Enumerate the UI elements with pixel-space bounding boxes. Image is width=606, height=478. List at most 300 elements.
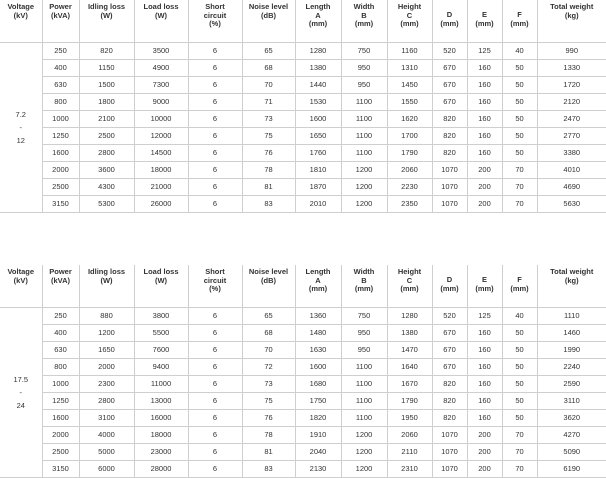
power-cell: 800 — [42, 359, 79, 376]
header-noise-level — [242, 0, 295, 43]
header-text: Width — [353, 2, 375, 11]
total-weight-cell: 5090 — [537, 444, 606, 461]
noise-level-cell: 68 — [242, 60, 295, 77]
short-circuit-cell: 6 — [188, 376, 242, 393]
dim-f-cell: 50 — [502, 94, 537, 111]
dim-e-cell: 200 — [467, 162, 502, 179]
dim-e-cell: 125 — [467, 43, 502, 60]
header-length-a — [295, 265, 341, 308]
header-text: circuit — [203, 10, 227, 20]
idling-loss-cell: 4000 — [79, 427, 134, 444]
header-dim-f — [502, 265, 537, 308]
length-a-cell: 1910 — [295, 427, 341, 444]
width-b-cell: 950 — [341, 325, 387, 342]
table-row — [0, 111, 606, 128]
header-text: (%) — [209, 284, 221, 293]
noise-level-cell: 72 — [242, 359, 295, 376]
total-weight-cell: 1720 — [537, 77, 606, 94]
dim-e-cell: 160 — [467, 342, 502, 359]
header-total-weight — [537, 0, 606, 43]
dim-f-cell: 70 — [502, 444, 537, 461]
header-dim-f — [502, 0, 537, 43]
noise-level-cell: 81 — [242, 179, 295, 196]
dim-e-cell: 200 — [467, 427, 502, 444]
idling-loss-cell: 5000 — [79, 444, 134, 461]
length-a-cell: 2010 — [295, 196, 341, 213]
total-weight-cell: 990 — [537, 43, 606, 60]
noise-level-cell: 75 — [242, 393, 295, 410]
table-row — [0, 196, 606, 213]
dim-d-cell: 1070 — [432, 461, 467, 478]
header-text: (kV) — [13, 275, 28, 285]
idling-loss-cell: 4300 — [79, 179, 134, 196]
dim-d-cell: 820 — [432, 393, 467, 410]
dim-f-cell: 70 — [502, 196, 537, 213]
dim-f-cell: 50 — [502, 60, 537, 77]
dim-e-cell: 125 — [467, 308, 502, 325]
header-text: Idling loss — [87, 2, 126, 11]
idling-loss-cell: 2000 — [79, 359, 134, 376]
dim-f-cell: 40 — [502, 308, 537, 325]
width-b-cell: 1100 — [341, 128, 387, 145]
header-text: (W) — [154, 275, 168, 285]
table-row — [0, 179, 606, 196]
header-text: (W) — [154, 10, 168, 20]
power-cell: 3150 — [42, 461, 79, 478]
dim-f-cell: 50 — [502, 393, 537, 410]
header-dim-e — [467, 0, 502, 43]
header-text: Idling loss — [87, 267, 126, 276]
length-a-cell: 1760 — [295, 145, 341, 162]
width-b-cell: 1100 — [341, 111, 387, 128]
dim-f-cell: 70 — [502, 461, 537, 478]
load-loss-cell: 7600 — [134, 342, 188, 359]
table-row — [0, 128, 606, 145]
short-circuit-cell: 6 — [188, 342, 242, 359]
height-c-cell: 1700 — [387, 128, 432, 145]
load-loss-cell: 9000 — [134, 94, 188, 111]
header-text: (mm) — [475, 18, 494, 28]
power-cell: 400 — [42, 60, 79, 77]
dim-f-cell: 50 — [502, 145, 537, 162]
short-circuit-cell: 6 — [188, 94, 242, 111]
length-a-cell: 1480 — [295, 325, 341, 342]
table-row — [0, 444, 606, 461]
header-dim-e — [467, 265, 502, 308]
header-text: C — [406, 10, 413, 20]
short-circuit-cell: 6 — [188, 145, 242, 162]
total-weight-cell: 6190 — [537, 461, 606, 478]
short-circuit-cell: 6 — [188, 162, 242, 179]
idling-loss-cell: 1150 — [79, 60, 134, 77]
dim-f-cell: 50 — [502, 128, 537, 145]
short-circuit-cell: 6 — [188, 77, 242, 94]
header-text: Noise level — [248, 267, 289, 276]
header-text: (mm) — [475, 283, 494, 293]
height-c-cell: 2350 — [387, 196, 432, 213]
header-total-weight — [537, 265, 606, 308]
header-short-circuit — [188, 265, 242, 308]
load-loss-cell: 11000 — [134, 376, 188, 393]
dim-d-cell: 820 — [432, 410, 467, 427]
short-circuit-cell: 6 — [188, 325, 242, 342]
header-text: Height — [397, 267, 422, 276]
idling-loss-cell: 3600 — [79, 162, 134, 179]
height-c-cell: 2110 — [387, 444, 432, 461]
dim-d-cell: 670 — [432, 359, 467, 376]
header-text: F — [517, 275, 522, 284]
header-text: Noise level — [248, 2, 289, 11]
header-text: E — [481, 10, 487, 19]
short-circuit-cell: 6 — [188, 128, 242, 145]
dim-d-cell: 820 — [432, 376, 467, 393]
dim-f-cell: 50 — [502, 111, 537, 128]
dim-f-cell: 70 — [502, 179, 537, 196]
dim-e-cell: 160 — [467, 77, 502, 94]
height-c-cell: 1950 — [387, 410, 432, 427]
dim-d-cell: 670 — [432, 94, 467, 111]
length-a-cell: 1650 — [295, 128, 341, 145]
load-loss-cell: 12000 — [134, 128, 188, 145]
header-text: A — [315, 10, 321, 20]
table-row — [0, 325, 606, 342]
noise-level-cell: 78 — [242, 162, 295, 179]
total-weight-cell: 4010 — [537, 162, 606, 179]
dim-e-cell: 160 — [467, 410, 502, 427]
height-c-cell: 1640 — [387, 359, 432, 376]
width-b-cell: 1200 — [341, 179, 387, 196]
idling-loss-cell: 2300 — [79, 376, 134, 393]
header-length-a — [295, 0, 341, 43]
short-circuit-cell: 6 — [188, 179, 242, 196]
noise-level-cell: 83 — [242, 196, 295, 213]
height-c-cell: 1550 — [387, 94, 432, 111]
width-b-cell: 750 — [341, 43, 387, 60]
header-text: A — [315, 275, 321, 285]
height-c-cell: 2060 — [387, 427, 432, 444]
header-text: Load loss — [143, 267, 179, 276]
load-loss-cell: 3800 — [134, 308, 188, 325]
header-text: Power — [49, 2, 72, 11]
header-text: (kg) — [564, 10, 579, 20]
short-circuit-cell: 6 — [188, 359, 242, 376]
table-row — [0, 461, 606, 478]
load-loss-cell: 13000 — [134, 393, 188, 410]
width-b-cell: 1100 — [341, 145, 387, 162]
header-text: Length — [305, 2, 331, 11]
dim-d-cell: 670 — [432, 60, 467, 77]
load-loss-cell: 5500 — [134, 325, 188, 342]
dim-e-cell: 160 — [467, 376, 502, 393]
width-b-cell: 750 — [341, 308, 387, 325]
dim-f-cell: 40 — [502, 43, 537, 60]
header-text: (mm) — [400, 19, 419, 28]
header-voltage — [0, 0, 42, 43]
width-b-cell: 1100 — [341, 410, 387, 427]
length-a-cell: 1870 — [295, 179, 341, 196]
length-a-cell: 1600 — [295, 111, 341, 128]
length-a-cell: 1360 — [295, 308, 341, 325]
table-row — [0, 308, 606, 325]
dim-d-cell: 1070 — [432, 427, 467, 444]
header-text: (kVA) — [50, 275, 71, 285]
load-loss-cell: 3500 — [134, 43, 188, 60]
length-a-cell: 2130 — [295, 461, 341, 478]
header-text: Width — [353, 267, 375, 276]
transformer-table-7-2-12kv — [0, 0, 606, 213]
idling-loss-cell: 2800 — [79, 145, 134, 162]
idling-loss-cell: 2800 — [79, 393, 134, 410]
table-row — [0, 342, 606, 359]
power-cell: 630 — [42, 342, 79, 359]
header-width-b — [341, 265, 387, 308]
width-b-cell: 1100 — [341, 393, 387, 410]
header-text: (kVA) — [50, 10, 71, 20]
header-load-loss — [134, 0, 188, 43]
load-loss-cell: 18000 — [134, 427, 188, 444]
idling-loss-cell: 1800 — [79, 94, 134, 111]
dim-e-cell: 160 — [467, 359, 502, 376]
length-a-cell: 1440 — [295, 77, 341, 94]
power-cell: 800 — [42, 94, 79, 111]
header-idling-loss — [79, 265, 134, 308]
noise-level-cell: 70 — [242, 77, 295, 94]
table-row — [0, 60, 606, 77]
length-a-cell: 2040 — [295, 444, 341, 461]
total-weight-cell: 2240 — [537, 359, 606, 376]
header-load-loss — [134, 265, 188, 308]
dim-e-cell: 200 — [467, 179, 502, 196]
header-text: (dB) — [261, 10, 276, 20]
height-c-cell: 1620 — [387, 111, 432, 128]
header-text: (mm) — [440, 283, 459, 293]
length-a-cell: 1810 — [295, 162, 341, 179]
dim-f-cell: 50 — [502, 77, 537, 94]
voltage-text: - — [19, 123, 22, 132]
dim-d-cell: 1070 — [432, 179, 467, 196]
short-circuit-cell: 6 — [188, 444, 242, 461]
power-cell: 400 — [42, 325, 79, 342]
header-row — [0, 0, 606, 43]
header-text: Height — [397, 2, 422, 11]
header-power — [42, 265, 79, 308]
total-weight-cell: 1460 — [537, 325, 606, 342]
load-loss-cell: 28000 — [134, 461, 188, 478]
header-text: (mm) — [510, 18, 529, 28]
voltage-text: - — [19, 388, 22, 397]
dim-e-cell: 160 — [467, 111, 502, 128]
header-text: (mm) — [308, 19, 328, 28]
total-weight-cell: 1990 — [537, 342, 606, 359]
width-b-cell: 1100 — [341, 94, 387, 111]
header-height-c — [387, 265, 432, 308]
header-text: (kg) — [564, 275, 579, 285]
short-circuit-cell: 6 — [188, 43, 242, 60]
total-weight-cell: 1110 — [537, 308, 606, 325]
dim-d-cell: 1070 — [432, 444, 467, 461]
header-text: (mm) — [510, 283, 529, 293]
length-a-cell: 1530 — [295, 94, 341, 111]
total-weight-cell: 1330 — [537, 60, 606, 77]
dim-d-cell: 520 — [432, 308, 467, 325]
dim-d-cell: 670 — [432, 77, 467, 94]
table-row — [0, 43, 606, 60]
header-dim-d — [432, 0, 467, 43]
noise-level-cell: 73 — [242, 111, 295, 128]
power-cell: 2500 — [42, 444, 79, 461]
width-b-cell: 950 — [341, 342, 387, 359]
header-text: Short — [205, 267, 225, 276]
header-dim-d — [432, 265, 467, 308]
header-text: (W) — [100, 275, 113, 285]
header-text: Voltage — [7, 2, 35, 11]
short-circuit-cell: 6 — [188, 196, 242, 213]
noise-level-cell: 76 — [242, 145, 295, 162]
height-c-cell: 1670 — [387, 376, 432, 393]
load-loss-cell: 9400 — [134, 359, 188, 376]
table-row — [0, 393, 606, 410]
length-a-cell: 1820 — [295, 410, 341, 427]
power-cell: 3150 — [42, 196, 79, 213]
height-c-cell: 1280 — [387, 308, 432, 325]
idling-loss-cell: 2500 — [79, 128, 134, 145]
header-text: B — [361, 10, 367, 20]
noise-level-cell: 65 — [242, 308, 295, 325]
dim-f-cell: 70 — [502, 162, 537, 179]
voltage-cell — [0, 308, 42, 478]
load-loss-cell: 10000 — [134, 111, 188, 128]
total-weight-cell: 2120 — [537, 94, 606, 111]
voltage-cell — [0, 43, 42, 213]
header-text: B — [361, 275, 367, 285]
header-text: (mm) — [308, 284, 328, 293]
dim-d-cell: 1070 — [432, 196, 467, 213]
total-weight-cell: 2770 — [537, 128, 606, 145]
header-text: Total weight — [550, 2, 594, 11]
width-b-cell: 950 — [341, 77, 387, 94]
power-cell: 250 — [42, 308, 79, 325]
dim-d-cell: 520 — [432, 43, 467, 60]
power-cell: 1000 — [42, 111, 79, 128]
dim-d-cell: 670 — [432, 325, 467, 342]
height-c-cell: 1310 — [387, 60, 432, 77]
width-b-cell: 1200 — [341, 444, 387, 461]
total-weight-cell: 3380 — [537, 145, 606, 162]
power-cell: 2500 — [42, 179, 79, 196]
header-text: (kV) — [13, 10, 28, 20]
height-c-cell: 1160 — [387, 43, 432, 60]
noise-level-cell: 68 — [242, 325, 295, 342]
table-row — [0, 145, 606, 162]
dim-d-cell: 820 — [432, 145, 467, 162]
noise-level-cell: 76 — [242, 410, 295, 427]
width-b-cell: 1100 — [341, 376, 387, 393]
width-b-cell: 1200 — [341, 461, 387, 478]
height-c-cell: 1380 — [387, 325, 432, 342]
height-c-cell: 1790 — [387, 145, 432, 162]
idling-loss-cell: 880 — [79, 308, 134, 325]
header-text: Power — [49, 267, 72, 276]
height-c-cell: 2310 — [387, 461, 432, 478]
dim-f-cell: 70 — [502, 427, 537, 444]
height-c-cell: 1450 — [387, 77, 432, 94]
power-cell: 630 — [42, 77, 79, 94]
table-row — [0, 359, 606, 376]
table-row — [0, 410, 606, 427]
height-c-cell: 1470 — [387, 342, 432, 359]
power-cell: 1600 — [42, 145, 79, 162]
voltage-text: 24 — [16, 401, 25, 410]
dim-d-cell: 820 — [432, 111, 467, 128]
header-text: circuit — [203, 275, 227, 285]
total-weight-cell: 3110 — [537, 393, 606, 410]
length-a-cell: 1750 — [295, 393, 341, 410]
power-cell: 1000 — [42, 376, 79, 393]
short-circuit-cell: 6 — [188, 410, 242, 427]
header-width-b — [341, 0, 387, 43]
height-c-cell: 1790 — [387, 393, 432, 410]
total-weight-cell: 4690 — [537, 179, 606, 196]
header-text: C — [406, 275, 413, 285]
width-b-cell: 950 — [341, 60, 387, 77]
header-height-c — [387, 0, 432, 43]
header-row — [0, 265, 606, 308]
voltage-text: 17.5 — [13, 375, 29, 384]
transformer-table-17-5-24kv — [0, 265, 606, 478]
header-text: Short — [205, 2, 225, 11]
header-text: Load loss — [143, 2, 179, 11]
length-a-cell: 1680 — [295, 376, 341, 393]
short-circuit-cell: 6 — [188, 60, 242, 77]
header-text: (%) — [209, 19, 221, 28]
total-weight-cell: 3620 — [537, 410, 606, 427]
header-short-circuit — [188, 0, 242, 43]
short-circuit-cell: 6 — [188, 461, 242, 478]
load-loss-cell: 16000 — [134, 410, 188, 427]
voltage-text: 12 — [16, 136, 25, 145]
power-cell: 1250 — [42, 393, 79, 410]
power-cell: 1250 — [42, 128, 79, 145]
header-text: F — [517, 10, 522, 19]
header-text: Length — [305, 267, 331, 276]
header-text: (mm) — [354, 19, 374, 28]
length-a-cell: 1280 — [295, 43, 341, 60]
table-row — [0, 162, 606, 179]
voltage-text: 7.2 — [15, 110, 26, 119]
dim-e-cell: 160 — [467, 60, 502, 77]
power-cell: 2000 — [42, 162, 79, 179]
idling-loss-cell: 1200 — [79, 325, 134, 342]
idling-loss-cell: 3100 — [79, 410, 134, 427]
header-text: D — [446, 10, 453, 19]
width-b-cell: 1100 — [341, 359, 387, 376]
header-idling-loss — [79, 0, 134, 43]
load-loss-cell: 18000 — [134, 162, 188, 179]
table-row — [0, 427, 606, 444]
dim-f-cell: 50 — [502, 376, 537, 393]
short-circuit-cell: 6 — [188, 427, 242, 444]
power-cell: 250 — [42, 43, 79, 60]
header-text: (mm) — [354, 284, 374, 293]
total-weight-cell: 2590 — [537, 376, 606, 393]
length-a-cell: 1630 — [295, 342, 341, 359]
power-cell: 1600 — [42, 410, 79, 427]
header-text: Total weight — [550, 267, 594, 276]
header-text: E — [481, 275, 487, 284]
idling-loss-cell: 6000 — [79, 461, 134, 478]
height-c-cell: 2060 — [387, 162, 432, 179]
width-b-cell: 1200 — [341, 427, 387, 444]
